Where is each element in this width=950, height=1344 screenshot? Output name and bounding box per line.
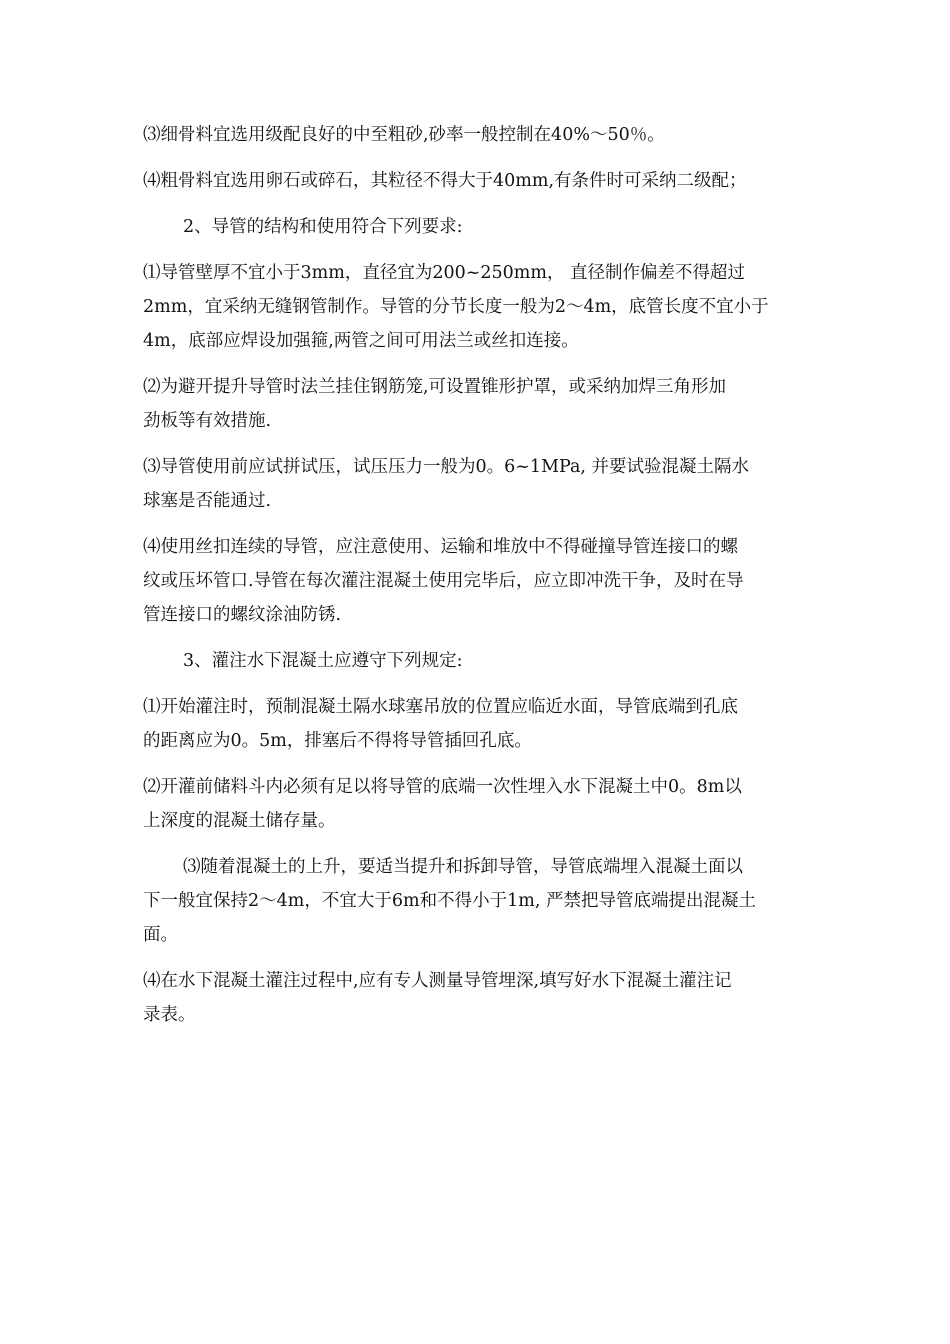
- text-line: ⑵开灌前储料斗内必须有足以将导管的底端一次性埋入水下混凝土中0。8m以: [143, 777, 742, 797]
- text-line: 2、导管的结构和使用符合下列要求:: [183, 217, 463, 237]
- text-line: ⑴开始灌注时，预制混凝土隔水球塞吊放的位置应临近水面，导管底端到孔底: [143, 697, 738, 717]
- paragraph-fine-aggregate: [143, 118, 815, 152]
- paragraph-record-keeping: [143, 964, 815, 1032]
- text-line: 下一般宜保持2～4m，不宜大于6m和不得小于1m, 严禁把导管底端提出混凝土: [143, 891, 756, 911]
- paragraph-pressure-test: [143, 450, 815, 518]
- paragraph-pipe-wall: [143, 256, 815, 358]
- text-line: 球塞是否能通过.: [143, 491, 272, 511]
- text-line: ⑶细骨料宜选用级配良好的中至粗砂,砂率一般控制在40%～50％。: [143, 125, 665, 145]
- text-line: 管连接口的螺纹涂油防锈.: [143, 605, 342, 625]
- text-line: 劲板等有效措施.: [143, 411, 272, 431]
- text-line: 的距离应为0。5m，排塞后不得将导管插回孔底。: [143, 731, 532, 751]
- paragraph-hopper-storage: [143, 770, 815, 838]
- text-line: ⑶导管使用前应试拼试压，试压压力一般为0。6~1MPa, 并要试验混凝土隔水: [143, 457, 750, 477]
- section-heading-3: [143, 644, 815, 678]
- paragraph-start-pouring: [143, 690, 815, 758]
- text-line: ⑵为避开提升导管时法兰挂住钢筋笼,可设置锥形护罩，或采纳加焊三角形加: [143, 377, 727, 397]
- text-line: ⑶随着混凝土的上升，要适当提升和拆卸导管，导管底端埋入混凝土面以: [183, 857, 743, 877]
- text-line: 4m，底部应焊设加强箍,两管之间可用法兰或丝扣连接。: [143, 331, 579, 351]
- text-line: 2mm，宜采纳无缝钢管制作。导管的分节长度一般为2～4m，底管长度不宜小于: [143, 297, 769, 317]
- paragraph-thread-protection: [143, 530, 815, 632]
- text-line: ⑷使用丝扣连续的导管，应注意使用、运输和堆放中不得碰撞导管连接口的螺: [143, 537, 738, 557]
- text-line: ⑷粗骨料宜选用卵石或碎石，其粒径不得大于40mm,有条件时可采纳二级配；: [143, 171, 747, 191]
- section-heading-2: [143, 210, 815, 244]
- paragraph-flange-guard: [143, 370, 815, 438]
- text-line: ⑴导管壁厚不宜小于3mm，直径宜为200~250mm， 直径制作偏差不得超过: [143, 263, 746, 283]
- text-line: 录表。: [143, 1005, 196, 1025]
- paragraph-pipe-lifting: [143, 850, 815, 952]
- text-line: ⑷在水下混凝土灌注过程中,应有专人测量导管埋深,填写好水下混凝土灌注记: [143, 971, 732, 991]
- text-line: 纹或压坏管口.导管在每次灌注混凝土使用完毕后，应立即冲洗干争，及时在导: [143, 571, 744, 591]
- text-line: 面。: [143, 925, 178, 945]
- text-line: 上深度的混凝土储存量。: [143, 811, 336, 831]
- text-line: 3、灌注水下混凝土应遵守下列规定:: [183, 651, 463, 671]
- document-page: [143, 118, 815, 1044]
- paragraph-coarse-aggregate: [143, 164, 815, 198]
